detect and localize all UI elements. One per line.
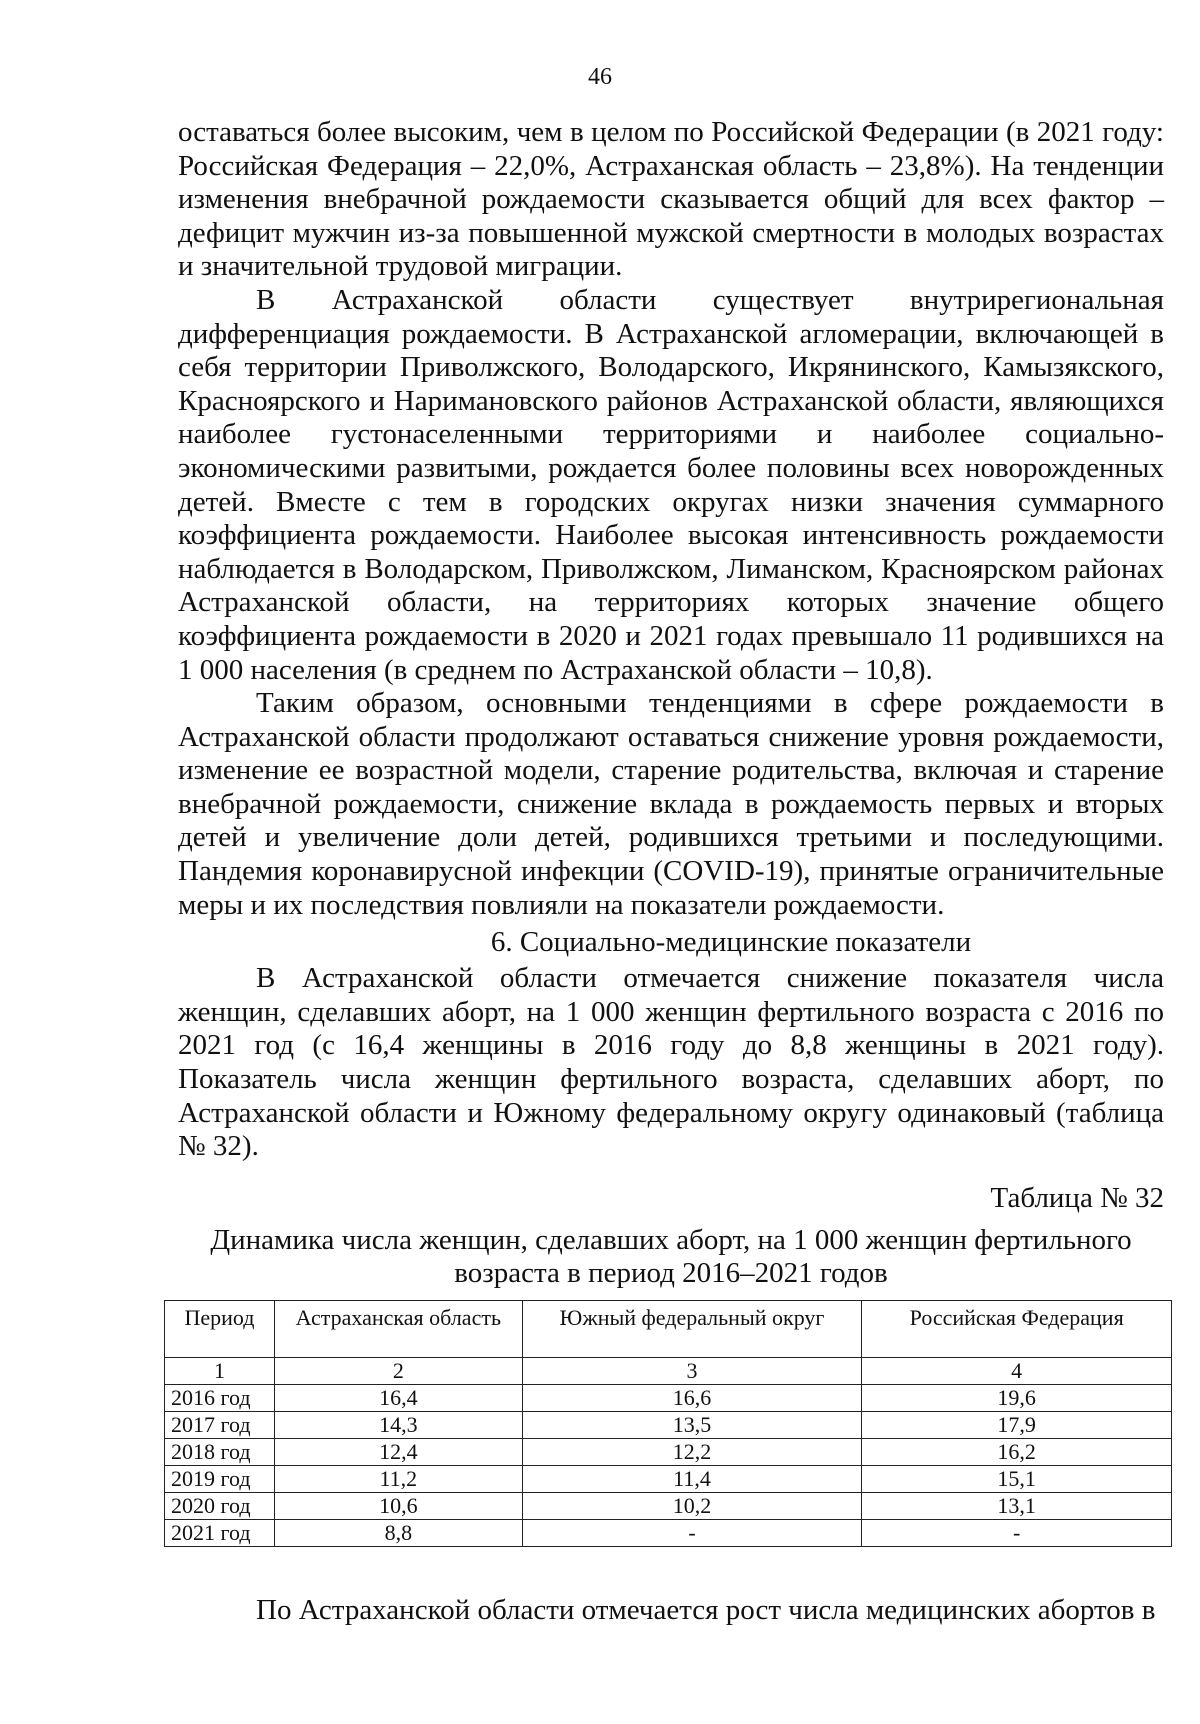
value-cell: 12,2	[522, 1439, 862, 1466]
column-header: Южный федеральный округ	[522, 1301, 862, 1358]
value-cell: 16,6	[522, 1385, 862, 1412]
column-header: Российская Федерация	[862, 1301, 1172, 1358]
column-number-row	[165, 1358, 1172, 1385]
value-cell: 14,3	[274, 1412, 522, 1439]
column-header: Астраханская область	[274, 1301, 522, 1358]
period-cell: 2018 год	[165, 1439, 275, 1466]
table-label: Таблица № 32	[990, 1181, 1164, 1214]
value-cell: 17,9	[862, 1412, 1172, 1439]
page-number: 46	[588, 64, 612, 90]
period-cell: 2016 год	[165, 1385, 275, 1412]
period-cell: 2021 год	[165, 1520, 275, 1547]
paragraph: В Астраханской области существует внутрирегиональная дифференциация рождаемости. В Астраханской агломерации, включающей в себя территории Приволжского, Володарского, Икрянинского, Камызякского, Красноярского и Наримановского районов Астраханской области, являющихся наиболее густонаселенными территориями и наиболее социально-экономическими развитыми, рождается более половины всех новорожденных детей. Вместе с тем в городских округах низки значения суммарного коэффициента рождаемости. Наиболее высокая интенсивность рождаемости наблюдается в Володарском, Приволжском, Лиманском, Красноярском районах Астраханской области, на территориях которых значение общего коэффициента рождаемости в 2020 и 2021 годах превышало 11 родившихся на 1 000 населения (в среднем по Астраханской области – 10,8).	[178, 283, 1164, 686]
paragraph: оставаться более высоким, чем в целом по Российской Федерации (в 2021 году: Российская Федерация – 22,0%, Астраханская область – 23,8%). На тенденции изменения внебрачной рождаемости сказывается общий для всех фактор – дефицит мужчин из-за повышенной мужской смертности в молодых возрастах и значительной трудовой миграции.	[178, 116, 1164, 283]
table-row	[165, 1385, 1172, 1412]
value-cell: 19,6	[862, 1385, 1172, 1412]
value-cell: 12,4	[274, 1439, 522, 1466]
table-title: Динамика числа женщин, сделавших аборт, на 1 000 женщин фертильного возраста в период 2016–2021 годов	[210, 1223, 1132, 1290]
period-cell: 2017 год	[165, 1412, 275, 1439]
value-cell: 16,4	[274, 1385, 522, 1412]
period-cell: 2019 год	[165, 1466, 275, 1493]
period-cell: 2020 год	[165, 1493, 275, 1520]
value-cell: 10,6	[274, 1493, 522, 1520]
value-cell: 8,8	[274, 1520, 522, 1547]
column-number: 1	[165, 1358, 275, 1385]
paragraph: В Астраханской области отмечается снижение показателя числа женщин, сделавших аборт, на 1 000 женщин фертильного возраста с 2016 по 2021 год (с 16,4 женщины в 2016 году до 8,8 женщины в 2021 году). Показатель числа женщин фертильного возраста, сделавших аборт, по Астраханской области и Южному федеральному округу одинаковый (таблица № 32).	[178, 962, 1164, 1163]
column-number: 2	[274, 1358, 522, 1385]
table-row	[165, 1493, 1172, 1520]
value-cell: -	[522, 1520, 862, 1547]
value-cell: 13,1	[862, 1493, 1172, 1520]
value-cell: 13,5	[522, 1412, 862, 1439]
value-cell: -	[862, 1520, 1172, 1547]
closing-paragraph: По Астраханской области отмечается рост числа медицинских абортов в	[256, 1594, 1156, 1626]
section-heading: 6. Социально-медицинские показатели	[490, 926, 972, 959]
value-cell: 10,2	[522, 1493, 862, 1520]
value-cell: 16,2	[862, 1439, 1172, 1466]
column-number: 4	[862, 1358, 1172, 1385]
table-row	[165, 1520, 1172, 1547]
table-row	[165, 1466, 1172, 1493]
value-cell: 11,4	[522, 1466, 862, 1493]
table-row	[165, 1412, 1172, 1439]
table-row	[165, 1439, 1172, 1466]
paragraph: Таким образом, основными тенденциями в сфере рождаемости в Астраханской области продолжают оставаться снижение уровня рождаемости, изменение ее возрастной модели, старение родительства, включая и старение внебрачной рождаемости, снижение вклада в рождаемость первых и вторых детей и увеличение доли детей, родившихся третьими и последующими. Пандемия коронавирусной инфекции (COVID-19), принятые ограничительные меры и их последствия повлияли на показатели рождаемости.	[178, 687, 1164, 921]
abortion-rate-table	[164, 1300, 1172, 1547]
column-number: 3	[522, 1358, 862, 1385]
column-header: Период	[165, 1301, 275, 1358]
table-header-row	[165, 1301, 1172, 1358]
value-cell: 11,2	[274, 1466, 522, 1493]
value-cell: 15,1	[862, 1466, 1172, 1493]
body-text	[178, 116, 1164, 1291]
